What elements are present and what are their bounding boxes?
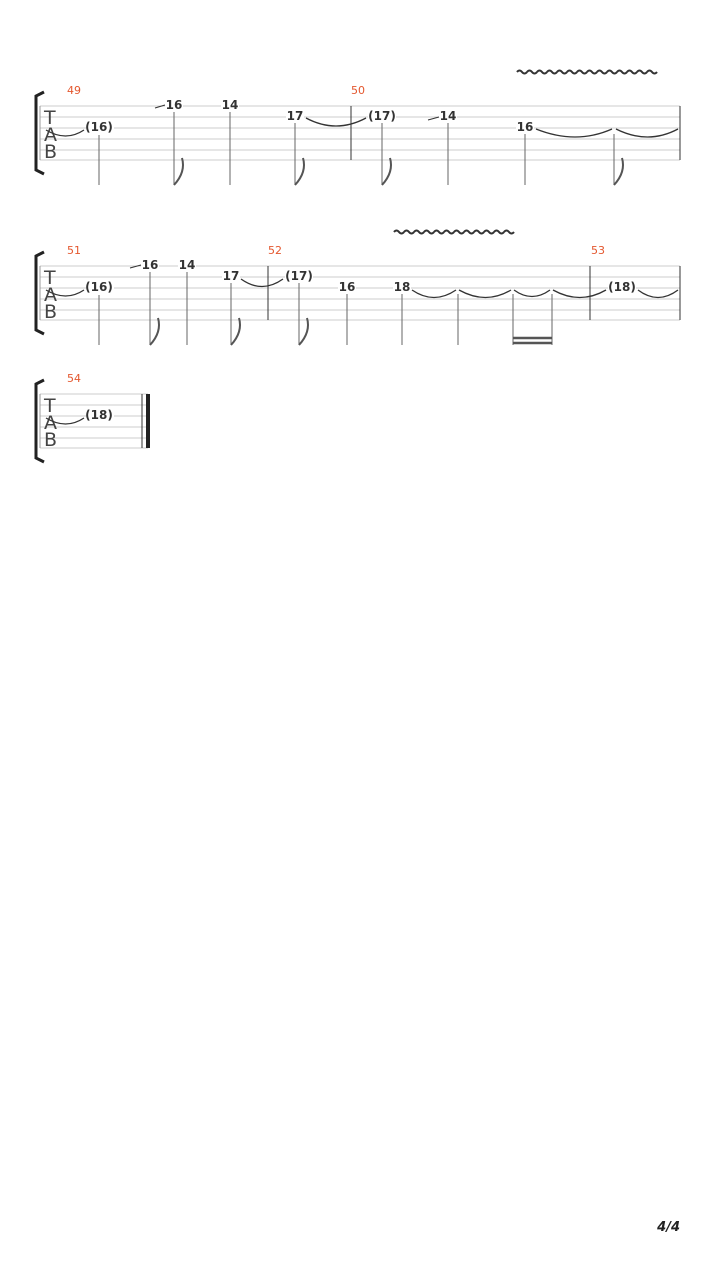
- tab-clef-b: B: [44, 429, 58, 451]
- note-stems: [99, 272, 552, 345]
- measure-number: 52: [268, 244, 282, 257]
- page-number: 4/4: [657, 1220, 680, 1235]
- fret-number: (17): [368, 109, 396, 123]
- tab-clef-t: T: [44, 395, 56, 417]
- fret-number: 17: [222, 269, 240, 283]
- fret-number: 16: [165, 98, 183, 112]
- tab-clef-b: B: [44, 301, 58, 323]
- measure-number: 50: [351, 84, 365, 97]
- tab-clef-a: A: [44, 284, 57, 306]
- system-1: [36, 71, 680, 186]
- fret-number: 14: [439, 109, 457, 123]
- measure-number: 49: [67, 84, 81, 97]
- fret-number: (17): [285, 269, 313, 283]
- staff-lines: [40, 266, 680, 320]
- tab-clef-a: A: [44, 412, 57, 434]
- fret-number: 16: [516, 120, 534, 134]
- note-beams: [513, 338, 552, 343]
- tab-clef-a: A: [44, 124, 57, 146]
- fret-number: (16): [85, 120, 113, 134]
- fret-number: (18): [608, 280, 636, 294]
- measure-number: 51: [67, 244, 81, 257]
- fret-number: 18: [393, 280, 411, 294]
- note-flags: [150, 318, 308, 345]
- system-3: [36, 372, 150, 462]
- fret-number: 16: [338, 280, 356, 294]
- fret-number: (16): [85, 280, 113, 294]
- fret-number: 14: [178, 258, 196, 272]
- fret-number: 14: [221, 98, 239, 112]
- fret-number: 17: [286, 109, 304, 123]
- measure-number: 53: [591, 244, 605, 257]
- measure-number: 54: [67, 372, 81, 385]
- fret-number: 16: [141, 258, 159, 272]
- tab-clef-b: B: [44, 141, 58, 163]
- staff-lines: [40, 106, 680, 160]
- tab-clef-t: T: [44, 267, 56, 289]
- note-flags: [174, 158, 623, 185]
- vibrato-mark: [394, 231, 514, 234]
- final-barline-thick: [146, 394, 150, 448]
- vibrato-mark: [517, 71, 657, 74]
- tab-clef-t: T: [44, 107, 56, 129]
- fret-number: (18): [85, 408, 113, 422]
- system-2: [36, 231, 680, 346]
